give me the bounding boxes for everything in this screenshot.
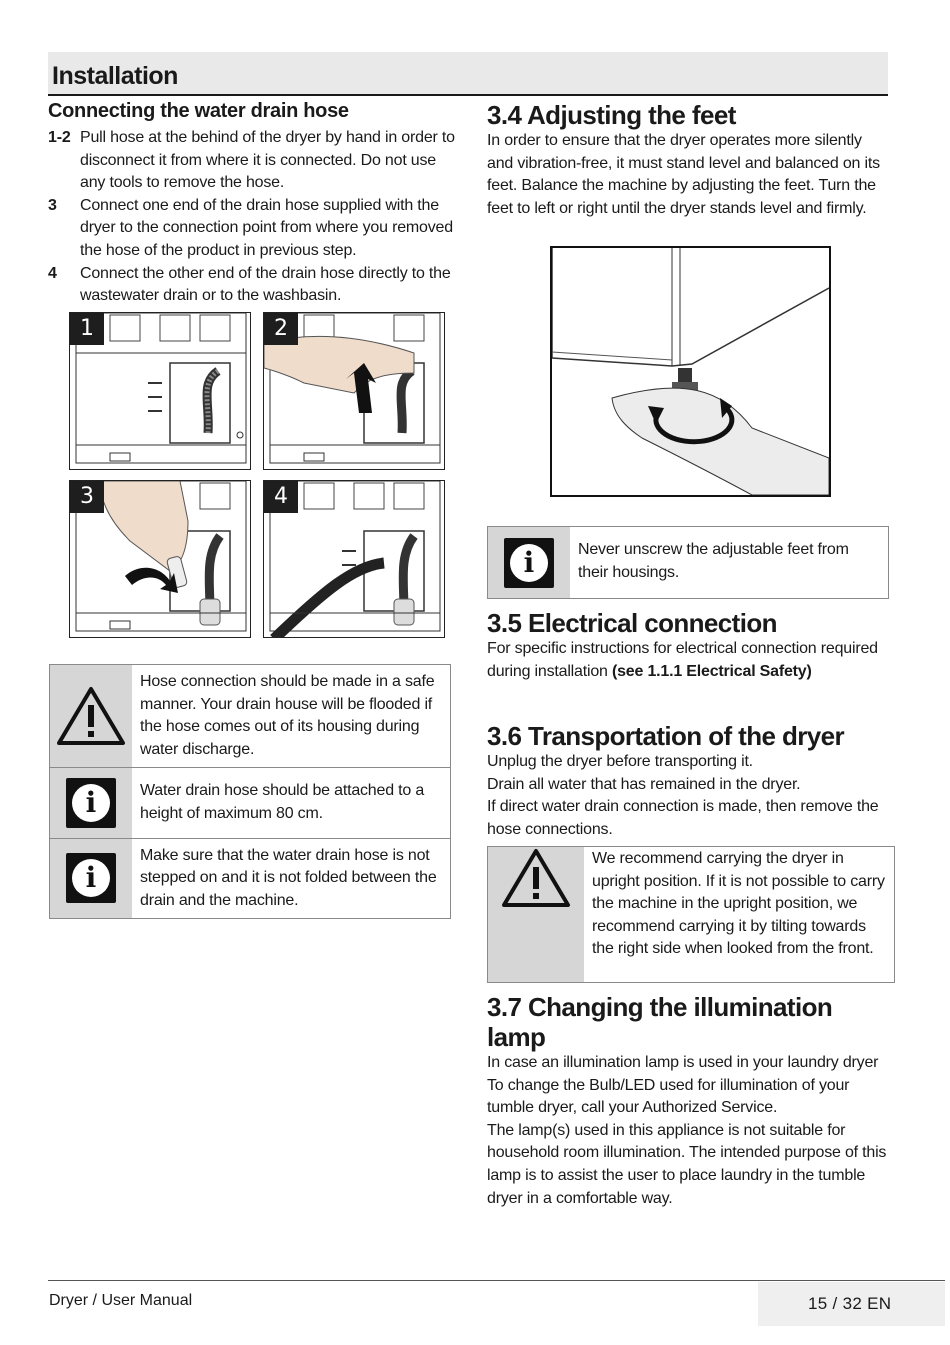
note-text: Never unscrew the adjustable feet from their housings. xyxy=(578,541,849,581)
step-1-2 xyxy=(48,127,458,195)
warning-icon xyxy=(501,847,571,909)
note-warning xyxy=(50,665,450,767)
note-text: We recommend carrying the dryer in upright position. If it is not possible to carry the machine in the upright position, we recommend carrying it by tilting towards the right side when looked from the front. xyxy=(592,850,885,958)
feet-heading: 3.4 Adjusting the feet xyxy=(487,100,736,130)
transport-line: Drain all water that has remained in the dryer. xyxy=(487,775,801,793)
note-icon-cell xyxy=(50,665,132,767)
lamp-line: To change the Bulb/LED used for illumination of your tumble dryer, call your Authorized Service. xyxy=(487,1076,850,1117)
right-column-top xyxy=(487,100,892,220)
feet-note xyxy=(487,526,889,599)
transport-line: Unplug the dryer before transporting it. xyxy=(487,753,753,770)
left-column xyxy=(48,100,458,308)
step-text: Connect one end of the drain hose supplied with the dryer to the connection point from where you removed the hose of the product in previous step. xyxy=(80,196,453,259)
electrical-body xyxy=(487,638,892,683)
page-title: Installation xyxy=(52,62,178,90)
note-text: Hose connection should be made in a safe manner. Your drain house will be flooded if the hose comes out of its housing during water discharge. xyxy=(140,673,435,758)
step-3 xyxy=(48,195,458,263)
warning-icon xyxy=(56,685,126,747)
section-header xyxy=(48,52,888,96)
info-icon: i xyxy=(504,538,554,588)
step-text: Pull hose at the behind of the dryer by hand in order to disconnect it from where it is connected. Do not use any tools to remove the hose. xyxy=(80,129,455,192)
note-info xyxy=(50,838,450,919)
figure-number: 1 xyxy=(70,313,104,345)
footer-title: Dryer / User Manual xyxy=(49,1292,193,1309)
transport-section xyxy=(487,721,892,841)
page-number: 15 / 32 EN xyxy=(808,1294,892,1313)
note-icon-cell xyxy=(488,847,584,982)
electrical-text: For specific instructions for electrical connection required during installation xyxy=(487,640,878,680)
electrical-reference: (see 1.1.1 Electrical Safety) xyxy=(611,662,812,680)
note-icon-cell xyxy=(50,768,132,837)
electrical-heading: 3.5 Electrical connection xyxy=(487,608,777,638)
step-text: Connect the other end of the drain hose directly to the wastewater drain or to the washbasin. xyxy=(80,264,451,305)
figure-panel-3 xyxy=(69,480,251,638)
drain-hose-heading: Connecting the water drain hose xyxy=(48,100,349,122)
drain-hose-figures xyxy=(69,312,447,640)
foot-adjust-illustration xyxy=(552,248,829,495)
lamp-line: The lamp(s) used in this appliance is not suitable for household room illumination. The intended purpose of this lamp is to assist the user to place laundry in the tumble dryer in a comfortable way. xyxy=(487,1121,887,1207)
note-info xyxy=(50,767,450,837)
drain-hose-notes xyxy=(49,664,451,919)
figure-panel-2 xyxy=(263,312,445,470)
info-icon: i xyxy=(66,853,116,903)
note-icon-cell xyxy=(50,839,132,919)
note-icon-cell xyxy=(488,527,570,598)
figure-number: 3 xyxy=(70,481,104,513)
footer-divider xyxy=(48,1280,945,1281)
lamp-heading: 3.7 Changing the illumination lamp xyxy=(487,992,833,1052)
note-text: Make sure that the water drain hose is not stepped on and it is not folded between the drain and the machine. xyxy=(140,846,437,909)
transport-note xyxy=(487,846,895,983)
lamp-section xyxy=(487,992,892,1210)
adjusting-feet-figure xyxy=(550,246,831,497)
note-text: Water drain hose should be attached to a height of maximum 80 cm. xyxy=(140,782,425,822)
step-number: 3 xyxy=(48,196,57,214)
step-number: 4 xyxy=(48,264,57,282)
transport-line: If direct water drain connection is made, then remove the hose connections. xyxy=(487,798,879,838)
figure-number: 2 xyxy=(264,313,298,345)
transport-heading: 3.6 Transportation of the dryer xyxy=(487,721,845,751)
step-number: 1-2 xyxy=(48,129,71,146)
figure-panel-4 xyxy=(263,480,445,638)
figure-number: 4 xyxy=(264,481,298,513)
lamp-line: In case an illumination lamp is used in your laundry dryer xyxy=(487,1054,879,1071)
electrical-section xyxy=(487,608,892,683)
figure-panel-1 xyxy=(69,312,251,470)
info-icon: i xyxy=(66,778,116,828)
step-4 xyxy=(48,263,458,308)
feet-body: In order to ensure that the dryer operates more silently and vibration-free, it must stand level and balanced on its feet. Balance the machine by adjusting the feet. Turn the feet to left or right until the dryer stands level and firmly. xyxy=(487,132,880,217)
